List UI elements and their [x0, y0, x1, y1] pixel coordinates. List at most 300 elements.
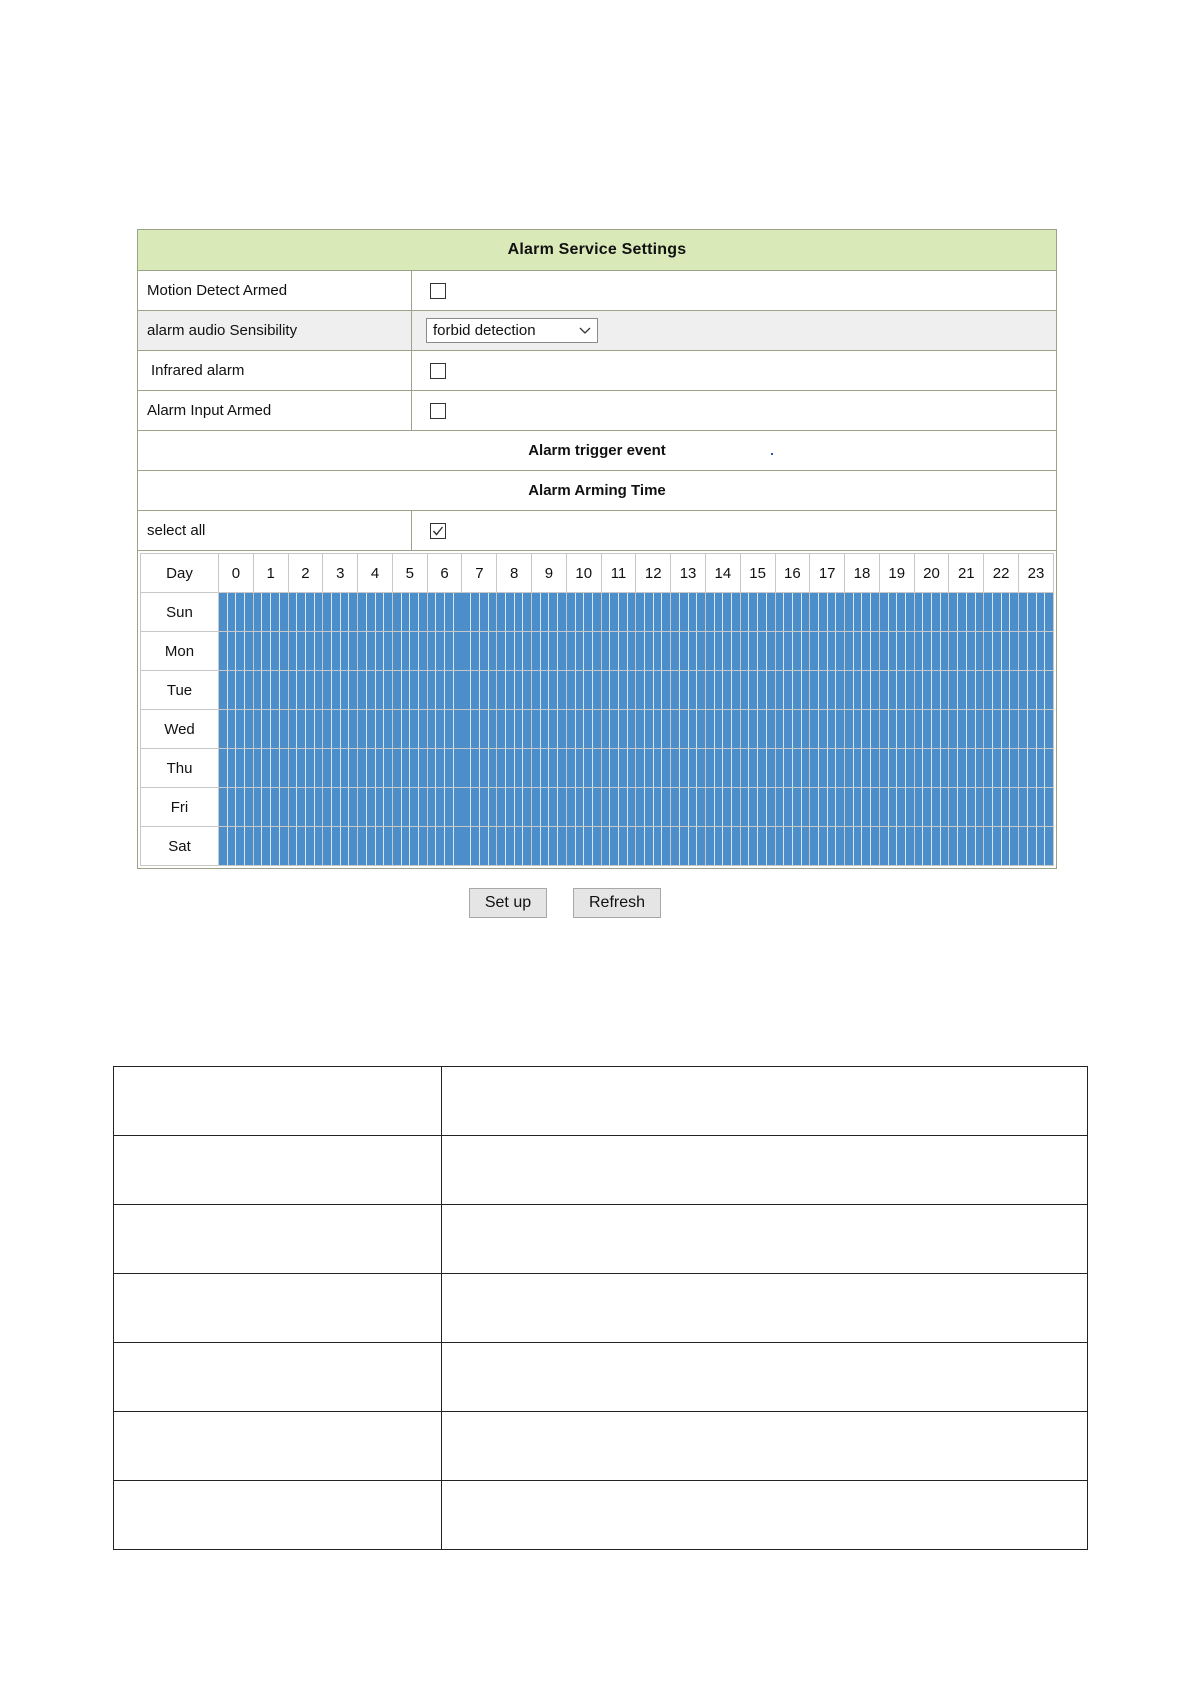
time-slot[interactable]	[897, 788, 906, 826]
time-slot[interactable]	[515, 710, 524, 748]
time-slot[interactable]	[584, 671, 593, 709]
time-slot[interactable]	[915, 593, 924, 631]
time-slot[interactable]	[706, 710, 715, 748]
time-slot[interactable]	[332, 710, 341, 748]
time-slot[interactable]	[549, 671, 558, 709]
time-slot[interactable]	[402, 593, 411, 631]
time-slot[interactable]	[419, 671, 427, 709]
time-slot[interactable]	[245, 827, 253, 865]
time-slot[interactable]	[906, 632, 914, 670]
time-slot[interactable]	[749, 632, 758, 670]
time-slot[interactable]	[497, 671, 506, 709]
time-slot[interactable]	[602, 788, 611, 826]
time-slot[interactable]	[732, 749, 740, 787]
hour-header-5[interactable]: 5	[392, 554, 427, 593]
time-slot[interactable]	[584, 788, 593, 826]
time-slot[interactable]	[471, 632, 480, 670]
time-slot[interactable]	[810, 827, 819, 865]
time-slot[interactable]	[576, 632, 585, 670]
time-slot[interactable]	[784, 788, 793, 826]
time-slot[interactable]	[576, 827, 585, 865]
time-slot[interactable]	[854, 593, 863, 631]
time-slot[interactable]	[828, 710, 837, 748]
time-slot[interactable]	[802, 671, 810, 709]
time-slot[interactable]	[349, 710, 357, 748]
time-slot[interactable]	[471, 749, 480, 787]
time-slot[interactable]	[776, 671, 785, 709]
time-slot[interactable]	[436, 632, 445, 670]
time-slot[interactable]	[289, 632, 298, 670]
time-slot[interactable]	[315, 827, 323, 865]
time-slot[interactable]	[315, 671, 323, 709]
time-slot[interactable]	[871, 593, 879, 631]
hour-header-3[interactable]: 3	[323, 554, 358, 593]
time-slot[interactable]	[1010, 749, 1018, 787]
time-slot[interactable]	[862, 788, 871, 826]
time-slot[interactable]	[428, 632, 437, 670]
time-slot[interactable]	[462, 710, 471, 748]
time-slot[interactable]	[1002, 593, 1011, 631]
time-slot[interactable]	[497, 749, 506, 787]
time-slot[interactable]	[454, 632, 462, 670]
time-slot[interactable]	[497, 593, 506, 631]
time-slot[interactable]	[906, 671, 914, 709]
time-slot[interactable]	[262, 632, 271, 670]
time-slot[interactable]	[532, 827, 541, 865]
time-slot[interactable]	[706, 632, 715, 670]
time-slot[interactable]	[489, 671, 497, 709]
time-slot[interactable]	[602, 827, 611, 865]
time-slot[interactable]	[906, 593, 914, 631]
time-slot[interactable]	[297, 827, 306, 865]
time-slot[interactable]	[489, 593, 497, 631]
time-slot[interactable]	[532, 710, 541, 748]
time-slot[interactable]	[897, 749, 906, 787]
time-slot[interactable]	[280, 788, 288, 826]
time-slot[interactable]	[236, 749, 245, 787]
time-slot[interactable]	[254, 827, 263, 865]
time-slot[interactable]	[671, 593, 680, 631]
time-slot[interactable]	[489, 710, 497, 748]
time-slot[interactable]	[262, 827, 271, 865]
time-slot[interactable]	[576, 788, 585, 826]
time-slot[interactable]	[889, 827, 898, 865]
time-slot[interactable]	[454, 671, 462, 709]
time-slot[interactable]	[906, 788, 914, 826]
time-slot[interactable]	[619, 593, 628, 631]
time-slot[interactable]	[332, 827, 341, 865]
time-slot[interactable]	[862, 632, 871, 670]
hour-header-10[interactable]: 10	[566, 554, 601, 593]
hour-header-18[interactable]: 18	[845, 554, 880, 593]
time-slot[interactable]	[689, 788, 698, 826]
time-slot[interactable]	[1045, 671, 1053, 709]
time-slot[interactable]	[941, 632, 949, 670]
time-slot[interactable]	[393, 827, 402, 865]
time-slot[interactable]	[645, 749, 654, 787]
time-slot[interactable]	[619, 671, 628, 709]
time-slot[interactable]	[506, 593, 515, 631]
time-slot[interactable]	[428, 671, 437, 709]
time-slot[interactable]	[636, 593, 645, 631]
time-slot[interactable]	[793, 593, 802, 631]
time-slot[interactable]	[880, 710, 889, 748]
time-slot[interactable]	[1002, 788, 1011, 826]
time-slot[interactable]	[454, 593, 462, 631]
time-slot[interactable]	[1019, 749, 1028, 787]
time-slot[interactable]	[706, 671, 715, 709]
time-slot[interactable]	[1010, 632, 1018, 670]
hour-header-1[interactable]: 1	[253, 554, 288, 593]
time-slot[interactable]	[567, 632, 576, 670]
time-slot[interactable]	[515, 827, 524, 865]
time-slot[interactable]	[871, 749, 879, 787]
time-slot[interactable]	[662, 827, 670, 865]
time-slot[interactable]	[967, 788, 976, 826]
time-slot[interactable]	[662, 593, 670, 631]
time-slot[interactable]	[341, 671, 350, 709]
time-slot[interactable]	[967, 710, 976, 748]
time-slot[interactable]	[828, 671, 837, 709]
time-slot[interactable]	[828, 788, 837, 826]
time-slot[interactable]	[628, 593, 636, 631]
time-slot[interactable]	[862, 710, 871, 748]
time-slot[interactable]	[610, 749, 619, 787]
time-slot[interactable]	[541, 632, 550, 670]
time-slot[interactable]	[376, 749, 385, 787]
time-slot[interactable]	[228, 788, 237, 826]
time-slot[interactable]	[793, 632, 802, 670]
time-slot[interactable]	[341, 827, 350, 865]
time-slot[interactable]	[436, 593, 445, 631]
time-slot[interactable]	[549, 710, 558, 748]
time-slot[interactable]	[862, 593, 871, 631]
time-slot[interactable]	[906, 827, 914, 865]
time-slot[interactable]	[689, 593, 698, 631]
day-label-mon[interactable]: Mon	[141, 632, 219, 671]
time-slot[interactable]	[289, 827, 298, 865]
time-slot[interactable]	[810, 749, 819, 787]
time-slot[interactable]	[749, 827, 758, 865]
time-slot[interactable]	[428, 710, 437, 748]
time-slot[interactable]	[871, 671, 879, 709]
time-slot[interactable]	[984, 593, 993, 631]
time-slot[interactable]	[393, 749, 402, 787]
time-slot[interactable]	[410, 593, 419, 631]
time-slot[interactable]	[271, 827, 280, 865]
hour-header-6[interactable]: 6	[427, 554, 462, 593]
time-slot[interactable]	[949, 710, 958, 748]
time-slot[interactable]	[732, 593, 740, 631]
time-slot[interactable]	[1045, 788, 1053, 826]
time-slot[interactable]	[1037, 827, 1046, 865]
time-slot[interactable]	[1028, 632, 1037, 670]
time-slot[interactable]	[515, 788, 524, 826]
time-slot[interactable]	[767, 710, 775, 748]
time-slot[interactable]	[410, 827, 419, 865]
time-slot[interactable]	[245, 710, 253, 748]
time-slot[interactable]	[410, 671, 419, 709]
time-slot[interactable]	[967, 749, 976, 787]
time-slot[interactable]	[1045, 827, 1053, 865]
time-slot[interactable]	[1028, 593, 1037, 631]
time-slot[interactable]	[584, 593, 593, 631]
time-slot[interactable]	[706, 749, 715, 787]
time-slot[interactable]	[541, 749, 550, 787]
time-slot[interactable]	[949, 632, 958, 670]
time-slot[interactable]	[889, 593, 898, 631]
time-slot[interactable]	[384, 671, 392, 709]
time-slot[interactable]	[897, 593, 906, 631]
time-slot[interactable]	[689, 710, 698, 748]
time-slot[interactable]	[541, 671, 550, 709]
time-slot[interactable]	[871, 632, 879, 670]
time-slot[interactable]	[889, 671, 898, 709]
time-slot[interactable]	[1037, 671, 1046, 709]
time-slot[interactable]	[793, 671, 802, 709]
time-slot[interactable]	[984, 788, 993, 826]
time-slot[interactable]	[454, 749, 462, 787]
time-slot[interactable]	[984, 710, 993, 748]
time-slot[interactable]	[845, 593, 854, 631]
audio-sensibility-select[interactable]	[426, 318, 598, 343]
time-slot[interactable]	[628, 827, 636, 865]
time-slot[interactable]	[271, 593, 280, 631]
time-slot[interactable]	[497, 710, 506, 748]
time-slot[interactable]	[784, 749, 793, 787]
time-slot[interactable]	[836, 671, 844, 709]
time-slot[interactable]	[306, 788, 315, 826]
time-slot[interactable]	[462, 671, 471, 709]
time-slot[interactable]	[436, 749, 445, 787]
time-slot[interactable]	[976, 593, 984, 631]
time-slot[interactable]	[923, 788, 932, 826]
time-slot[interactable]	[706, 593, 715, 631]
time-slot[interactable]	[523, 788, 531, 826]
time-slot[interactable]	[541, 788, 550, 826]
time-slot[interactable]	[558, 671, 566, 709]
time-slot[interactable]	[680, 827, 689, 865]
time-slot[interactable]	[836, 749, 844, 787]
time-slot[interactable]	[462, 632, 471, 670]
time-slot[interactable]	[880, 827, 889, 865]
time-slot[interactable]	[949, 827, 958, 865]
time-slot[interactable]	[280, 827, 288, 865]
time-slot[interactable]	[810, 632, 819, 670]
time-slot[interactable]	[332, 593, 341, 631]
time-slot[interactable]	[489, 788, 497, 826]
time-slot[interactable]	[880, 593, 889, 631]
time-slot[interactable]	[480, 671, 489, 709]
time-slot[interactable]	[732, 632, 740, 670]
time-slot[interactable]	[732, 827, 740, 865]
time-slot[interactable]	[993, 749, 1002, 787]
time-slot[interactable]	[932, 632, 941, 670]
time-slot[interactable]	[802, 710, 810, 748]
time-slot[interactable]	[541, 827, 550, 865]
time-slot[interactable]	[489, 827, 497, 865]
time-slot[interactable]	[1037, 788, 1046, 826]
time-slot[interactable]	[480, 788, 489, 826]
time-slot[interactable]	[219, 827, 228, 865]
time-slot[interactable]	[923, 827, 932, 865]
time-slot[interactable]	[593, 827, 601, 865]
time-slot[interactable]	[671, 710, 680, 748]
time-slot[interactable]	[671, 827, 680, 865]
time-slot[interactable]	[549, 788, 558, 826]
time-slot[interactable]	[376, 593, 385, 631]
time-slot[interactable]	[984, 827, 993, 865]
time-slot[interactable]	[723, 671, 732, 709]
time-slot[interactable]	[593, 749, 601, 787]
time-slot[interactable]	[341, 710, 350, 748]
time-slot[interactable]	[697, 788, 705, 826]
time-slot[interactable]	[367, 593, 376, 631]
time-slot[interactable]	[671, 788, 680, 826]
time-slot[interactable]	[741, 671, 750, 709]
time-slot[interactable]	[384, 749, 392, 787]
time-slot[interactable]	[523, 710, 531, 748]
time-slot[interactable]	[576, 593, 585, 631]
time-slot[interactable]	[454, 827, 462, 865]
time-slot[interactable]	[558, 827, 566, 865]
time-slot[interactable]	[436, 788, 445, 826]
time-slot[interactable]	[341, 749, 350, 787]
time-slot[interactable]	[889, 632, 898, 670]
time-slot[interactable]	[923, 593, 932, 631]
time-slot[interactable]	[828, 749, 837, 787]
time-slot[interactable]	[958, 671, 967, 709]
day-label-wed[interactable]: Wed	[141, 710, 219, 749]
time-slot[interactable]	[576, 749, 585, 787]
time-slot[interactable]	[662, 788, 670, 826]
time-slot[interactable]	[784, 632, 793, 670]
time-slot[interactable]	[723, 788, 732, 826]
time-slot[interactable]	[506, 710, 515, 748]
time-slot[interactable]	[367, 827, 376, 865]
time-slot[interactable]	[784, 827, 793, 865]
time-slot[interactable]	[445, 788, 454, 826]
time-slot[interactable]	[723, 749, 732, 787]
time-slot[interactable]	[793, 788, 802, 826]
time-slot[interactable]	[645, 671, 654, 709]
time-slot[interactable]	[654, 632, 663, 670]
day-label-sat[interactable]: Sat	[141, 827, 219, 866]
time-slot[interactable]	[715, 749, 724, 787]
time-slot[interactable]	[436, 827, 445, 865]
time-slot[interactable]	[245, 749, 253, 787]
time-slot[interactable]	[358, 710, 367, 748]
time-slot[interactable]	[523, 671, 531, 709]
time-slot[interactable]	[758, 749, 767, 787]
time-slot[interactable]	[654, 827, 663, 865]
time-slot[interactable]	[497, 788, 506, 826]
time-slot[interactable]	[419, 788, 427, 826]
time-slot[interactable]	[828, 593, 837, 631]
time-slot[interactable]	[732, 710, 740, 748]
time-slot[interactable]	[245, 593, 253, 631]
time-slot[interactable]	[315, 749, 323, 787]
day-label-sun[interactable]: Sun	[141, 593, 219, 632]
time-slot[interactable]	[619, 827, 628, 865]
time-slot[interactable]	[297, 632, 306, 670]
motion-detect-checkbox[interactable]	[430, 283, 446, 299]
time-slot[interactable]	[715, 632, 724, 670]
time-slot[interactable]	[271, 671, 280, 709]
time-slot[interactable]	[715, 827, 724, 865]
hour-header-19[interactable]: 19	[879, 554, 914, 593]
time-slot[interactable]	[410, 749, 419, 787]
time-slot[interactable]	[558, 788, 566, 826]
time-slot[interactable]	[993, 671, 1002, 709]
time-slot[interactable]	[280, 593, 288, 631]
time-slot[interactable]	[1037, 710, 1046, 748]
time-slot[interactable]	[280, 749, 288, 787]
time-slot[interactable]	[1028, 749, 1037, 787]
time-slot[interactable]	[549, 593, 558, 631]
time-slot[interactable]	[567, 788, 576, 826]
time-slot[interactable]	[593, 593, 601, 631]
time-slot[interactable]	[480, 632, 489, 670]
time-slot[interactable]	[619, 632, 628, 670]
time-slot[interactable]	[619, 788, 628, 826]
time-slot[interactable]	[645, 788, 654, 826]
time-slot[interactable]	[419, 710, 427, 748]
time-slot[interactable]	[462, 749, 471, 787]
time-slot[interactable]	[976, 827, 984, 865]
time-slot[interactable]	[941, 593, 949, 631]
time-slot[interactable]	[984, 749, 993, 787]
time-slot[interactable]	[862, 827, 871, 865]
time-slot[interactable]	[419, 827, 427, 865]
time-slot[interactable]	[810, 593, 819, 631]
time-slot[interactable]	[845, 710, 854, 748]
time-slot[interactable]	[741, 710, 750, 748]
time-slot[interactable]	[402, 671, 411, 709]
time-slot[interactable]	[262, 710, 271, 748]
time-slot[interactable]	[993, 593, 1002, 631]
time-slot[interactable]	[680, 788, 689, 826]
time-slot[interactable]	[471, 788, 480, 826]
time-slot[interactable]	[897, 827, 906, 865]
hour-header-4[interactable]: 4	[358, 554, 393, 593]
time-slot[interactable]	[662, 749, 670, 787]
time-slot[interactable]	[845, 632, 854, 670]
time-slot[interactable]	[767, 788, 775, 826]
time-slot[interactable]	[262, 593, 271, 631]
time-slot[interactable]	[480, 710, 489, 748]
time-slot[interactable]	[236, 710, 245, 748]
time-slot[interactable]	[662, 710, 670, 748]
time-slot[interactable]	[836, 593, 844, 631]
hour-header-14[interactable]: 14	[705, 554, 740, 593]
time-slot[interactable]	[932, 749, 941, 787]
time-slot[interactable]	[445, 632, 454, 670]
time-slot[interactable]	[610, 671, 619, 709]
time-slot[interactable]	[949, 593, 958, 631]
time-slot[interactable]	[306, 710, 315, 748]
time-slot[interactable]	[854, 827, 863, 865]
time-slot[interactable]	[471, 710, 480, 748]
time-slot[interactable]	[254, 749, 263, 787]
time-slot[interactable]	[323, 749, 332, 787]
time-slot[interactable]	[1019, 593, 1028, 631]
time-slot[interactable]	[1010, 593, 1018, 631]
time-slot[interactable]	[897, 710, 906, 748]
time-slot[interactable]	[384, 593, 392, 631]
time-slot[interactable]	[271, 749, 280, 787]
time-slot[interactable]	[958, 593, 967, 631]
